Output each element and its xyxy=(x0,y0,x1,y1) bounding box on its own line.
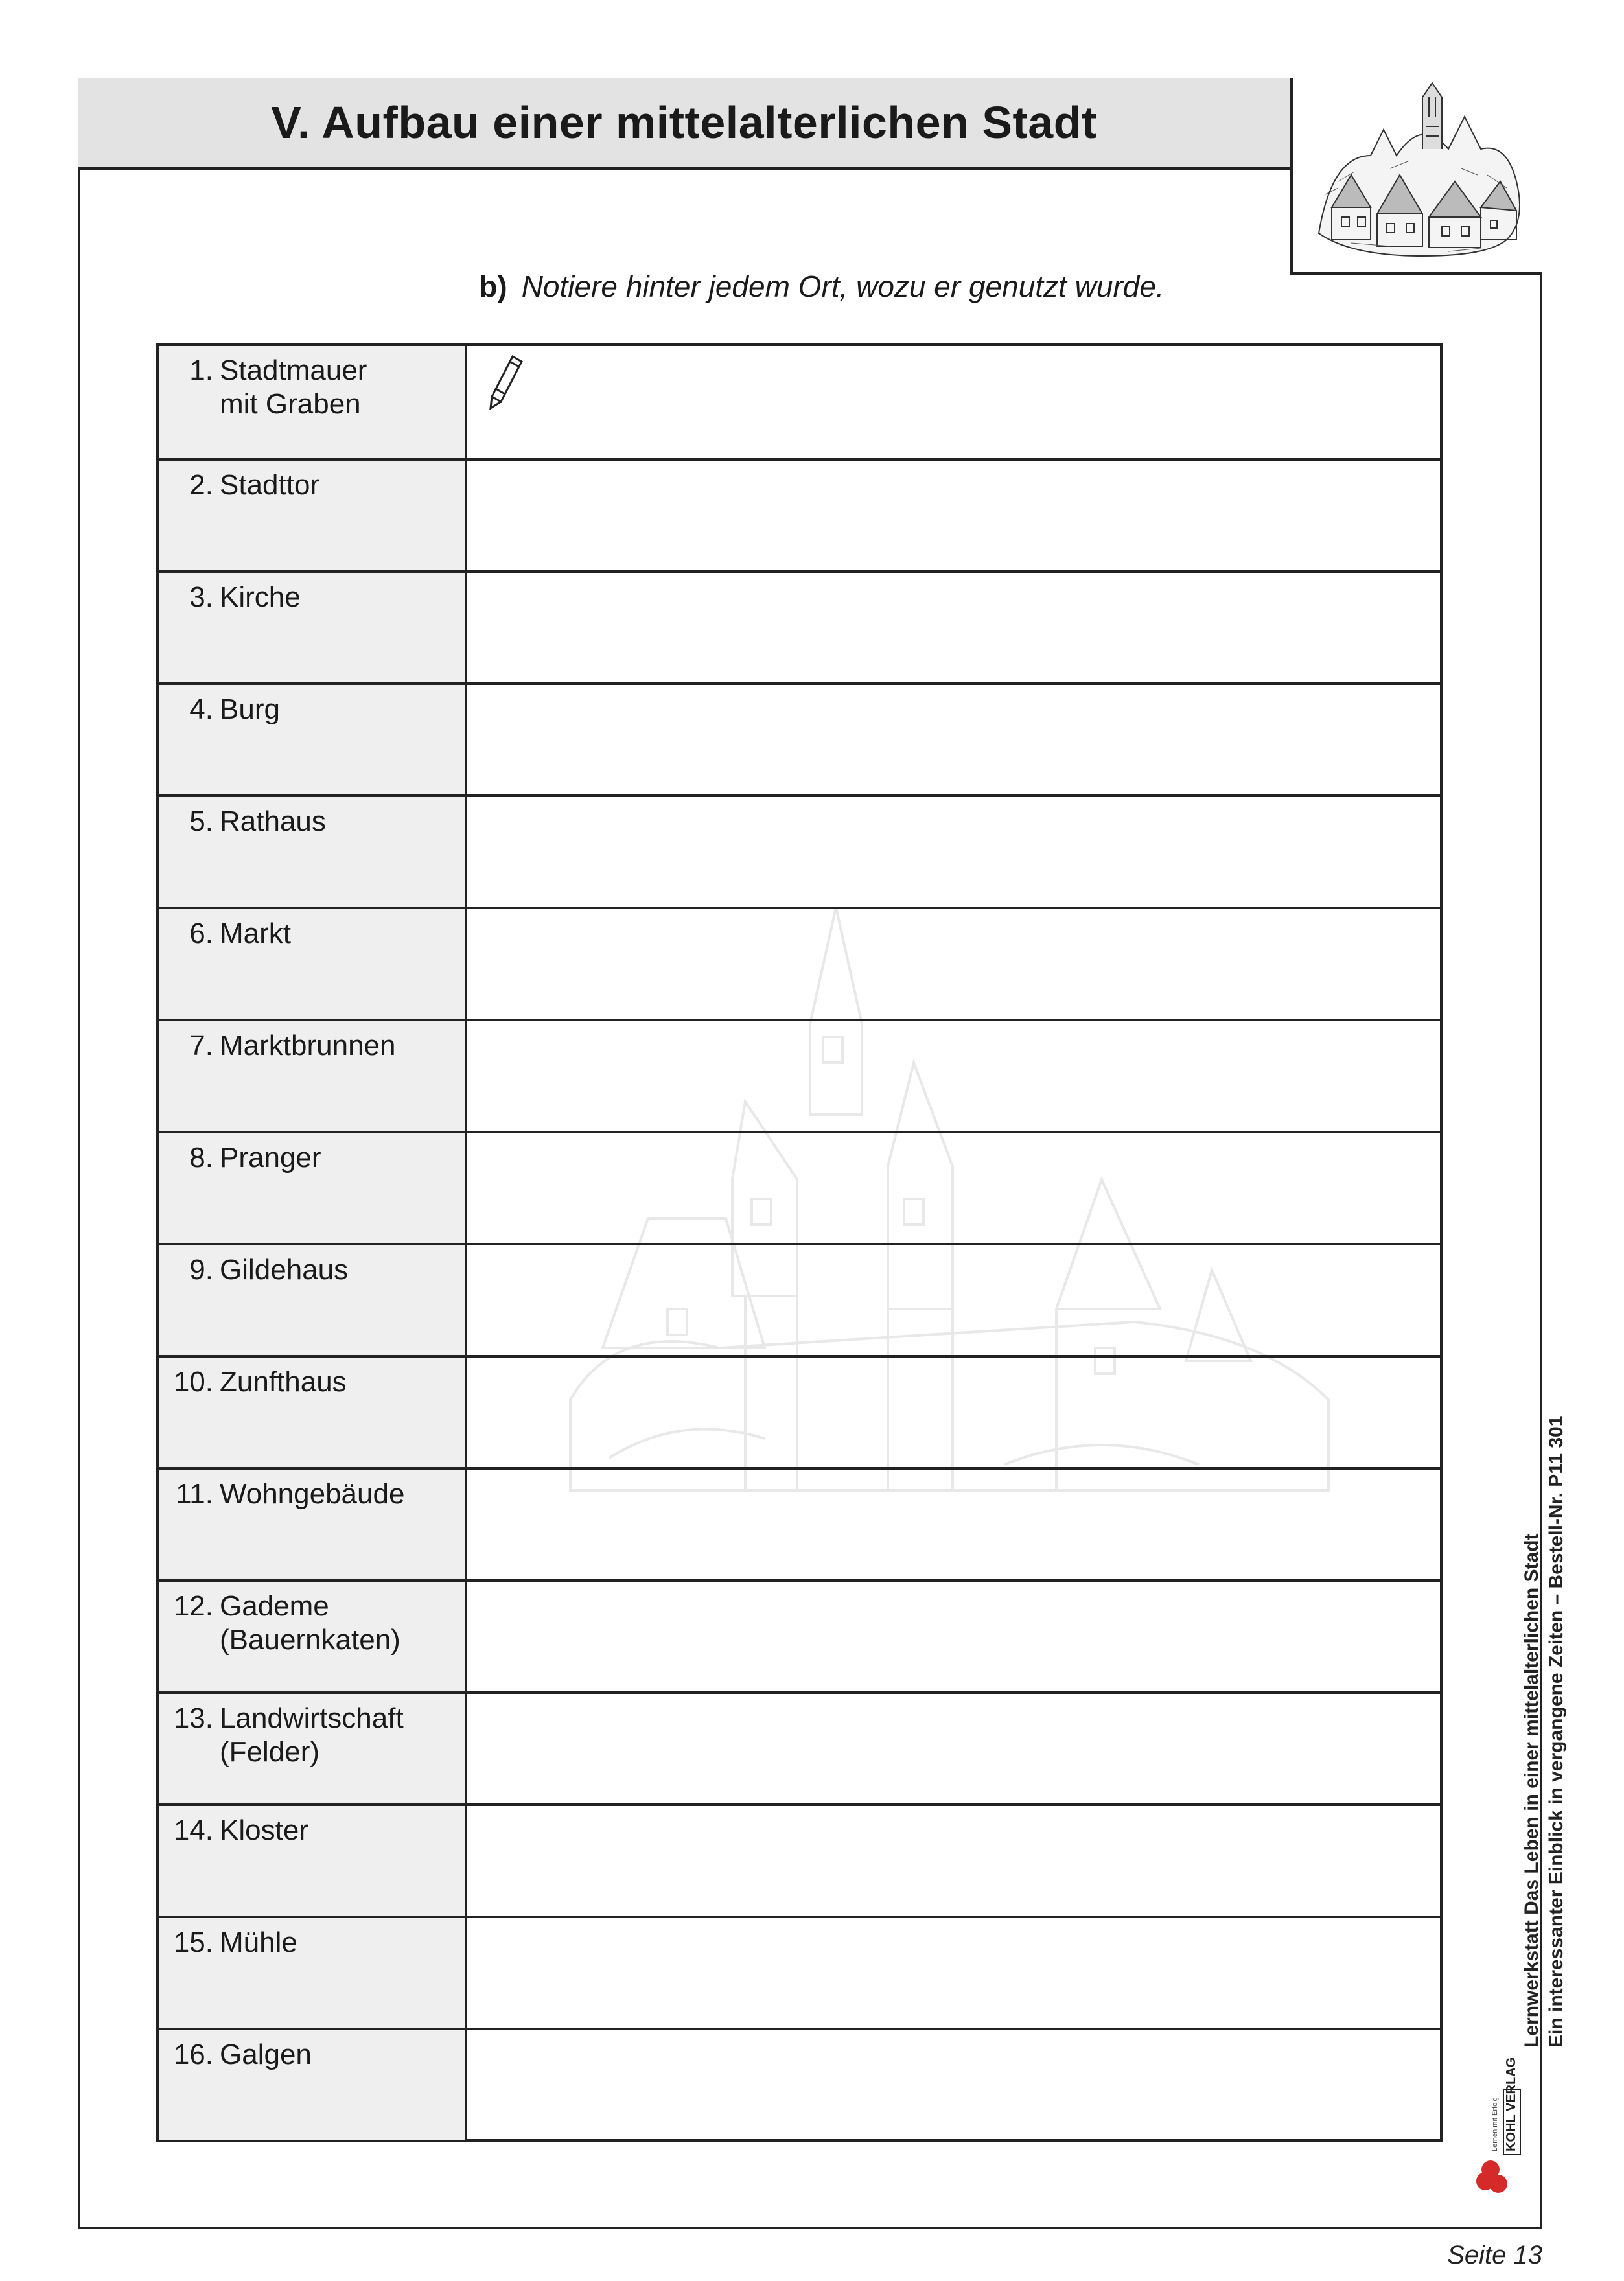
location-label-line xyxy=(159,581,465,614)
location-name: Stadtmauer xyxy=(220,354,367,386)
table-row xyxy=(159,1916,1440,2028)
table-row xyxy=(159,458,1440,570)
location-name: Kirche xyxy=(220,581,301,613)
location-name-continued: (Felder) xyxy=(220,1736,320,1768)
location-number: 11. xyxy=(176,1478,213,1510)
location-label xyxy=(159,1245,467,1355)
location-name: Gademe xyxy=(220,1590,329,1622)
location-label xyxy=(159,1582,467,1691)
location-name: Marktbrunnen xyxy=(220,1030,396,1061)
answer-field[interactable] xyxy=(467,346,1440,458)
location-name: Wohngebäude xyxy=(220,1478,405,1510)
location-number: 16. xyxy=(173,2039,213,2070)
location-number: 7. xyxy=(189,1030,213,1061)
location-label xyxy=(159,1470,467,1579)
task-instruction xyxy=(0,269,1624,304)
location-name-continued: (Bauernkaten) xyxy=(220,1624,400,1656)
medieval-town-illustration xyxy=(1293,78,1539,270)
table-row xyxy=(159,346,1440,458)
location-name: Pranger xyxy=(220,1142,321,1174)
location-number: 4. xyxy=(189,693,213,725)
location-name: Mühle xyxy=(220,1927,297,1958)
publisher-tagline: Lernen mit Erfolg xyxy=(1491,2097,1499,2151)
table-row xyxy=(159,1691,1440,1803)
table-row xyxy=(159,794,1440,907)
header-illustration xyxy=(1290,78,1542,275)
location-label-line xyxy=(159,1814,465,1847)
location-label-line xyxy=(159,469,465,502)
location-name-continued: mit Graben xyxy=(220,388,361,420)
location-number: 3. xyxy=(189,581,213,613)
table-row xyxy=(159,1467,1440,1579)
location-label xyxy=(159,461,467,570)
location-number: 14. xyxy=(173,1814,213,1846)
location-number: 2. xyxy=(189,469,213,501)
location-label-line xyxy=(159,693,465,726)
location-label xyxy=(159,1021,467,1131)
table-row xyxy=(159,1243,1440,1355)
location-label xyxy=(159,2030,467,2140)
answer-field[interactable] xyxy=(467,1582,1440,1691)
location-label-line xyxy=(159,1365,465,1399)
location-name: Markt xyxy=(220,918,291,949)
page-title: V. Aufbau einer mittelalterlichen Stadt xyxy=(271,97,1097,148)
kohl-verlag-logo xyxy=(1465,2054,1523,2197)
table-row xyxy=(159,1803,1440,1916)
location-label xyxy=(159,1133,467,1243)
location-label xyxy=(159,1918,467,2028)
location-number: 6. xyxy=(189,918,213,949)
location-number: 8. xyxy=(189,1142,213,1174)
location-label xyxy=(159,1694,467,1803)
credits-line-1: Lernwerkstatt Das Leben in einer mittelalterlichen Stadt xyxy=(1521,1533,1542,2048)
answer-field[interactable] xyxy=(467,1021,1440,1131)
title-bar xyxy=(78,78,1293,170)
location-label-line xyxy=(159,1253,465,1287)
table-row xyxy=(159,682,1440,794)
answer-field[interactable] xyxy=(467,573,1440,682)
location-number: 1. xyxy=(189,354,213,386)
location-name: Galgen xyxy=(220,2039,312,2070)
task-marker: b) xyxy=(479,270,507,303)
location-label xyxy=(159,685,467,794)
location-label-line xyxy=(159,1477,465,1511)
answer-field[interactable] xyxy=(467,1918,1440,2028)
location-number: 5. xyxy=(189,805,213,837)
answer-field[interactable] xyxy=(467,1806,1440,1916)
location-name: Zunfthaus xyxy=(220,1366,347,1398)
location-label xyxy=(159,573,467,682)
location-number: 10. xyxy=(173,1366,213,1398)
table-row xyxy=(159,1131,1440,1243)
location-label-line xyxy=(159,2038,465,2072)
location-label xyxy=(159,1806,467,1916)
location-label xyxy=(159,346,467,458)
location-name: Rathaus xyxy=(220,805,326,837)
table-row xyxy=(159,907,1440,1019)
location-number: 9. xyxy=(189,1254,213,1286)
answer-field[interactable] xyxy=(467,685,1440,794)
publisher-name: KOHL VERLAG xyxy=(1504,2057,1518,2151)
location-label-line xyxy=(159,805,465,839)
pencil-icon xyxy=(487,353,526,411)
location-name: Landwirtschaft xyxy=(220,1702,404,1734)
table-row xyxy=(159,570,1440,682)
location-label-line xyxy=(159,1141,465,1175)
location-label xyxy=(159,909,467,1019)
location-label-line xyxy=(159,354,465,388)
location-name: Stadttor xyxy=(220,469,320,501)
table-row xyxy=(159,1579,1440,1691)
location-label xyxy=(159,1358,467,1467)
location-label xyxy=(159,797,467,907)
location-name: Gildehaus xyxy=(220,1254,349,1286)
location-number: 15. xyxy=(173,1927,213,1958)
answer-field[interactable] xyxy=(467,909,1440,1019)
answer-field[interactable] xyxy=(467,1245,1440,1355)
answer-field[interactable] xyxy=(467,1358,1440,1467)
answer-field[interactable] xyxy=(467,797,1440,907)
location-label-line xyxy=(159,1702,465,1735)
page-number: Seite 13 xyxy=(1447,2241,1542,2269)
answer-field[interactable] xyxy=(467,1133,1440,1243)
location-label-line xyxy=(159,1590,465,1623)
location-name: Burg xyxy=(220,693,280,725)
answer-field[interactable] xyxy=(467,2030,1440,2140)
location-number: 13. xyxy=(173,1702,213,1734)
answer-field[interactable] xyxy=(467,461,1440,570)
location-label-line xyxy=(159,1926,465,1960)
location-label-line xyxy=(159,917,465,951)
table-row xyxy=(159,1019,1440,1131)
task-text: Notiere hinter jedem Ort, wozu er genutzt wurde. xyxy=(521,270,1165,303)
sidebar-credits xyxy=(1520,1416,1569,2048)
credits-line-2: Ein interessanter Einblick in vergangene Zeiten – Bestell-Nr. P11 301 xyxy=(1546,1415,1567,2048)
answer-field[interactable] xyxy=(467,1694,1440,1803)
location-name: Kloster xyxy=(220,1814,308,1846)
location-label-line xyxy=(159,1029,465,1063)
location-number: 12. xyxy=(173,1590,213,1622)
table-row xyxy=(159,2028,1440,2140)
answer-table xyxy=(156,343,1443,2142)
table-row xyxy=(159,1355,1440,1467)
answer-field[interactable] xyxy=(467,1470,1440,1579)
